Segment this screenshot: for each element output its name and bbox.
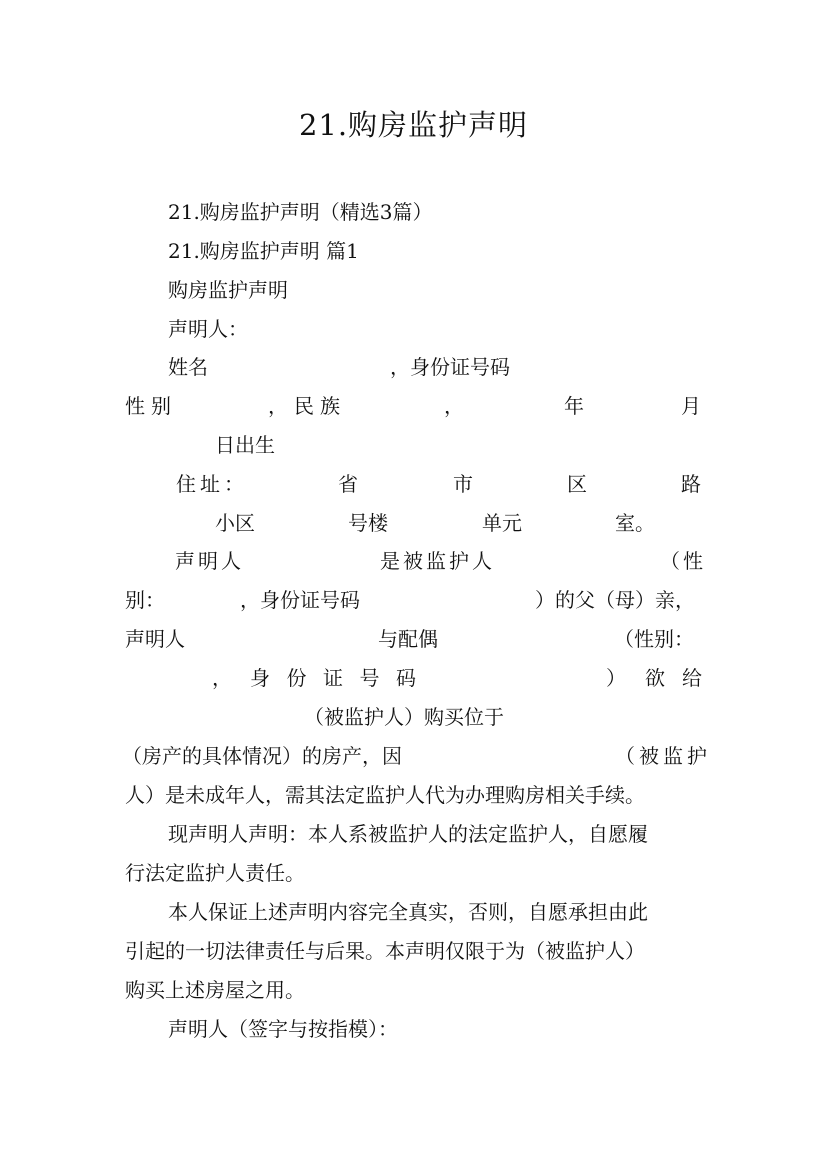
community-label: 小区 — [215, 511, 255, 535]
para1-spouse-gender: （性别： — [614, 627, 694, 651]
section-title: 购房监护声明 — [168, 278, 288, 302]
para3-line1: 本人保证上述声明内容完全真实，否则，自愿承担由此 — [168, 900, 648, 924]
para1-spouse: 与配偶 — [378, 627, 438, 651]
id-label: ，身份证号码 — [390, 355, 510, 379]
para1-close-paren: ） — [606, 666, 626, 690]
para2-line1: 现声明人声明：本人系被监护人的法定监护人，自愿履 — [168, 822, 648, 846]
para3-line2: 引起的一切法律责任与后果。本声明仅限于为（被监护人） — [125, 939, 645, 963]
subtitle: 21.购房监护声明（精选3篇） — [168, 200, 433, 224]
para1-declarant: 声明人 — [175, 549, 244, 573]
month-label: 月 — [681, 394, 701, 418]
para1-is-guardian: 是被监护人 — [380, 549, 495, 573]
building-label: 号楼 — [348, 511, 388, 535]
char-ma: 码 — [396, 666, 416, 690]
para1-gender-open: （性 — [660, 549, 706, 573]
para1-declarant-2: 声明人 — [125, 627, 185, 651]
para1-ward-open: （被监护 — [615, 744, 711, 768]
para1-id-label: ，身份证号码 — [240, 588, 360, 612]
name-label: 姓名 — [168, 355, 208, 379]
para3-line3: 购买上述房屋之用。 — [125, 978, 305, 1002]
para1-parent: ）的父（母）亲， — [535, 588, 695, 612]
para1-id-label-spaced — [250, 665, 416, 691]
road-label: 路 — [681, 472, 701, 496]
para1-buy-location: （被监护人）购买位于 — [304, 705, 504, 729]
para1-gender-label: 别： — [125, 588, 165, 612]
city-label: 市 — [453, 472, 473, 496]
province-label: 省 — [338, 472, 358, 496]
birth-day-label: 日出生 — [215, 433, 275, 457]
para1-minor-statement: 人）是未成年人，需其法定监护人代为办理购房相关手续。 — [125, 783, 645, 807]
para1-comma: ， — [212, 666, 232, 690]
para1-property-details: （房产的具体情况）的房产，因 — [122, 744, 402, 768]
district-label: 区 — [567, 472, 587, 496]
address-label: 住址： — [176, 472, 248, 496]
declarant-label: 声明人： — [168, 317, 248, 341]
para1-char-yu: 欲 — [645, 666, 665, 690]
comma-separator: ， — [444, 394, 464, 418]
room-label: 室。 — [615, 511, 655, 535]
part-heading: 21.购房监护声明 篇1 — [168, 239, 359, 263]
gender-label: 性别 — [125, 394, 177, 418]
year-label: 年 — [564, 394, 584, 418]
signature-label: 声明人（签字与按指模）： — [168, 1017, 398, 1041]
char-shen: 身 — [250, 666, 270, 690]
char-zheng: 证 — [323, 666, 343, 690]
ethnicity-label: ，民族 — [268, 394, 346, 418]
document-title: 21.购房监护声明 — [298, 108, 529, 142]
unit-label: 单元 — [482, 511, 522, 535]
para2-line2: 行法定监护人责任。 — [125, 861, 305, 885]
para1-char-gei: 给 — [682, 666, 702, 690]
char-hao: 号 — [359, 666, 380, 690]
char-fen: 份 — [286, 666, 307, 690]
